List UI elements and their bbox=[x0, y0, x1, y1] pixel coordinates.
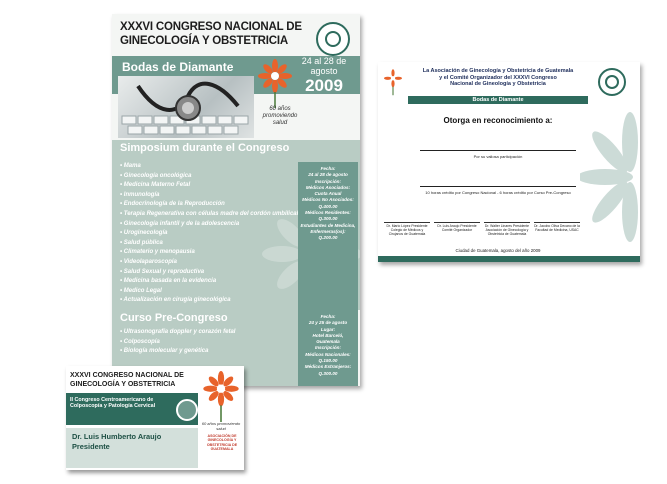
signature-block: Dr. Walter Linares Presidente Asociación de Ginecología y Obstetricia de Guatemala bbox=[484, 224, 530, 237]
certificate bbox=[378, 62, 640, 262]
signature-block: Dr. Mario López Presidente Colegio de Médicos y Cirujanos de Guatemala bbox=[384, 222, 430, 237]
badge-person bbox=[72, 432, 196, 451]
info-line: Guatemala bbox=[316, 339, 340, 345]
certificate-banner: Bodas de Diamante bbox=[472, 97, 524, 103]
info-line: 24 al 28 de agosto bbox=[308, 172, 348, 178]
info-line: Q.300.00 bbox=[318, 370, 338, 376]
info-line: Q.200.00 bbox=[318, 235, 338, 241]
divider-line bbox=[420, 186, 576, 187]
info-line: Médicos Extranjeros: bbox=[304, 364, 352, 370]
name-badge bbox=[66, 366, 244, 470]
credits-text: 10 horas crédito por Congreso Nacional - 6 horas crédito por Curso Pre-Congreso bbox=[425, 190, 571, 195]
info-line: Hotel Barceló, bbox=[312, 332, 344, 338]
info-line: Fecha: bbox=[320, 166, 336, 171]
symposium-topic: • Inmunología bbox=[120, 191, 300, 201]
badge-association: ASOCIACIÓN DE GINECOLOGÍA Y OBSTETRICIA DE GUATEMALA bbox=[206, 434, 238, 452]
symposium-title: Simposium durante el Congreso bbox=[120, 142, 290, 154]
signature-block: Dr. Luis Araujo Presidente Comité Organizador bbox=[434, 222, 480, 232]
stethoscope-image bbox=[118, 76, 254, 138]
info-line: Q.300.00 bbox=[318, 216, 338, 222]
participation-text: Por su valiosa participación bbox=[473, 154, 523, 159]
badge-person-role: Presidente bbox=[72, 441, 110, 451]
precongress-topic: • Biología molecular y genética bbox=[120, 347, 300, 357]
poster-title-line1: XXXVI CONGRESO NACIONAL DE bbox=[120, 21, 302, 33]
info-line: Inscripción: bbox=[314, 345, 342, 351]
symposium-topic: • Endocrinología de la Reproducción bbox=[120, 200, 300, 210]
certificate-title-line2: y el Comité Organizador del XXXVI Congreso bbox=[439, 74, 557, 81]
symposium-topic: • Actualización en cirugía ginecológica bbox=[120, 296, 300, 306]
symposium-topic: • Mama bbox=[120, 162, 300, 172]
flower-logo-icon bbox=[258, 58, 292, 108]
symposium-topic: • Videolaparoscopía bbox=[120, 258, 300, 268]
badge-subtitle: II Congreso Centroamericano de Colposcopía y Patología Cervical bbox=[70, 397, 156, 410]
symposium-topic: • Ginecología oncológica bbox=[120, 172, 300, 182]
signature-block: Dr. Jacobo Oliva Decano de la Facultad de Medicina, USAC bbox=[534, 224, 580, 233]
seal-icon bbox=[176, 399, 198, 421]
symposium-topic: • Uroginecología bbox=[120, 229, 300, 239]
certificate-heading: Otorga en reconocimiento a: bbox=[443, 116, 553, 125]
precongress-topic-list bbox=[120, 328, 300, 357]
badge-title-line1: XXXVI CONGRESO NACIONAL DE bbox=[70, 372, 184, 379]
certificate-place-date: Ciudad de Guatemala, agosto del año 2009 bbox=[455, 248, 541, 253]
poster-banner: Bodas de Diamante bbox=[122, 60, 234, 74]
recipient-line bbox=[420, 150, 576, 151]
info-line: Cuota Anual bbox=[314, 191, 342, 197]
info-line: Fecha: bbox=[320, 314, 336, 319]
congress-poster bbox=[112, 14, 360, 386]
badge-person-name: Dr. Luis Humberto Araujo bbox=[72, 432, 162, 441]
symposium-topic: • Salud pública bbox=[120, 239, 300, 249]
poster-anniversary: 60 años promoviendo salud bbox=[262, 106, 298, 126]
info-line: Médicos Nacionales: bbox=[305, 351, 351, 357]
info-line: Estudiantes de Medicina, bbox=[300, 222, 356, 228]
flower-logo-icon bbox=[202, 370, 240, 422]
seal-icon bbox=[598, 68, 626, 96]
precongress-info bbox=[300, 314, 356, 377]
info-line: Médicos Residentes: bbox=[305, 210, 351, 216]
symposium-topic: • Medico Legal bbox=[120, 287, 300, 297]
info-line: Q.150.00 bbox=[318, 358, 338, 364]
info-line: Médicos No Asociados: bbox=[302, 197, 354, 203]
certificate-title-line3: Nacional de Gineología y Obstetricia bbox=[450, 81, 546, 88]
symposium-topic: • Medicina basada en la evidencia bbox=[120, 277, 300, 287]
poster-dates: 24 al 28 de agosto bbox=[301, 56, 347, 76]
poster-title-line2: GINECOLOGÍA Y OBSTETRICIA bbox=[120, 35, 288, 47]
precongress-topic: • Colposcopía bbox=[120, 338, 300, 348]
symposium-info bbox=[300, 166, 356, 242]
seal-icon bbox=[316, 22, 350, 56]
symposium-topic: • Terapia Regenerativa con células madre del cordón umbilical bbox=[120, 210, 300, 220]
poster-year: 2009 bbox=[305, 76, 343, 95]
precongress-topic: • Ultrasonografía doppler y corazón fetal bbox=[120, 328, 300, 338]
certificate-bottom-band bbox=[378, 256, 640, 262]
info-line: Inscripción: bbox=[314, 178, 342, 184]
badge-title-line2: GINECOLOGÍA Y OBSTETRICIA bbox=[70, 380, 176, 388]
poster-title bbox=[120, 20, 320, 48]
badge-title bbox=[70, 372, 200, 389]
symposium-topic: • Climaterio y menopausia bbox=[120, 248, 300, 258]
symposium-topic: • Salud Sexual y reproductiva bbox=[120, 268, 300, 278]
info-line: Médicos Asociados: bbox=[305, 184, 351, 190]
flower-logo-icon bbox=[384, 68, 402, 96]
info-line: Q.400.00 bbox=[318, 203, 338, 209]
flower-watermark-icon bbox=[580, 102, 640, 252]
signature-row bbox=[384, 222, 580, 242]
info-line: Enfermeras(os): bbox=[310, 228, 346, 234]
certificate-title-line1: La Asociación de Ginecología y Obstetricia de Guatemala bbox=[422, 68, 574, 74]
symposium-topic: • Medicina Materno Fetal bbox=[120, 181, 300, 191]
badge-anniversary: 60 años promoviendo salud bbox=[201, 421, 241, 431]
info-line: Lugar: bbox=[320, 326, 336, 332]
symposium-topic: • Ginecología infantil y de la adolescencia bbox=[120, 220, 300, 230]
precongress-title: Curso Pre-Congreso bbox=[120, 312, 228, 324]
info-line: 24 y 25 de agosto bbox=[308, 320, 348, 326]
certificate-title bbox=[408, 68, 588, 88]
symposium-topic-list bbox=[120, 162, 300, 306]
